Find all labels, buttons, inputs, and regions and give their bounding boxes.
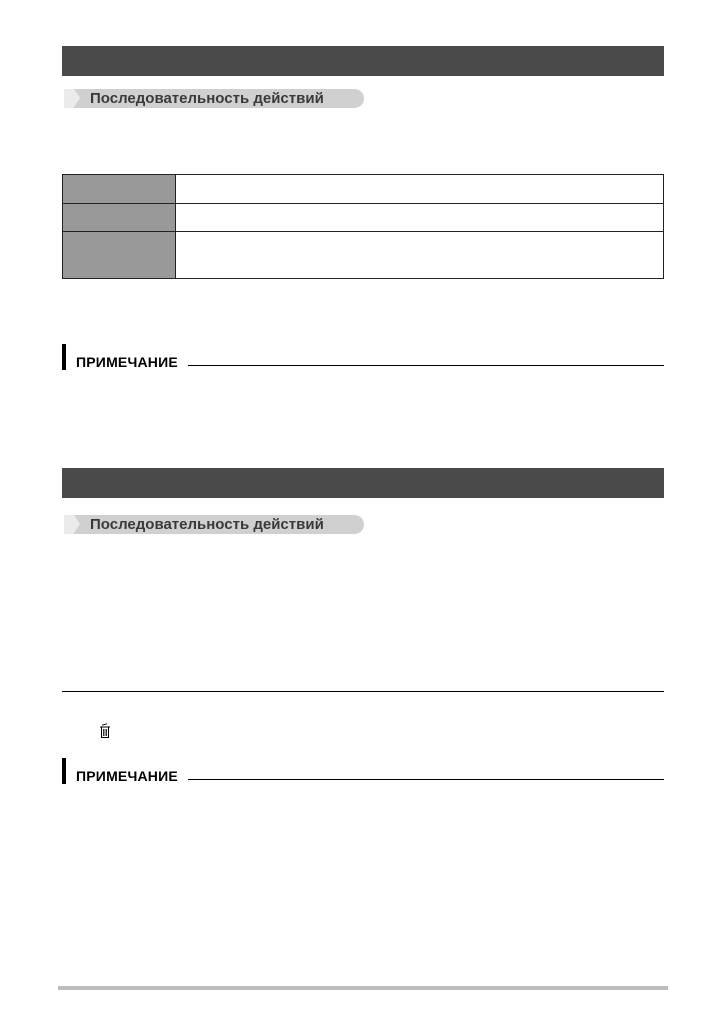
- trash-icon: [99, 723, 111, 739]
- procedure-label: Последовательность действий: [90, 516, 324, 533]
- table-row: [63, 175, 664, 204]
- table-key-cell: [63, 204, 176, 232]
- divider-rule: [62, 691, 664, 692]
- note-rule: [188, 779, 664, 780]
- table-row: [63, 232, 664, 279]
- procedure-label-pill: [64, 89, 364, 108]
- note-title: ПРИМЕЧАНИЕ: [76, 768, 178, 784]
- pill-arrow-marker: [64, 515, 74, 534]
- table-value-cell: [176, 204, 664, 232]
- section-header-bar: [62, 46, 664, 76]
- table-row: [63, 204, 664, 232]
- note-rule: [188, 365, 664, 366]
- procedure-label: Последовательность действий: [90, 90, 324, 107]
- note-marker-bar: [62, 344, 66, 370]
- table-key-cell: [63, 232, 176, 279]
- table-value-cell: [176, 232, 664, 279]
- note-heading: [62, 344, 664, 370]
- note-heading: [62, 758, 664, 784]
- table-key-cell: [63, 175, 176, 204]
- note-title: ПРИМЕЧАНИЕ: [76, 354, 178, 370]
- section-header-bar: [62, 468, 664, 498]
- procedure-label-pill: [64, 515, 364, 534]
- note-marker-bar: [62, 758, 66, 784]
- pill-arrow-marker: [64, 89, 74, 108]
- table-value-cell: [176, 175, 664, 204]
- settings-table: [62, 174, 664, 279]
- footer-rule: [58, 986, 668, 990]
